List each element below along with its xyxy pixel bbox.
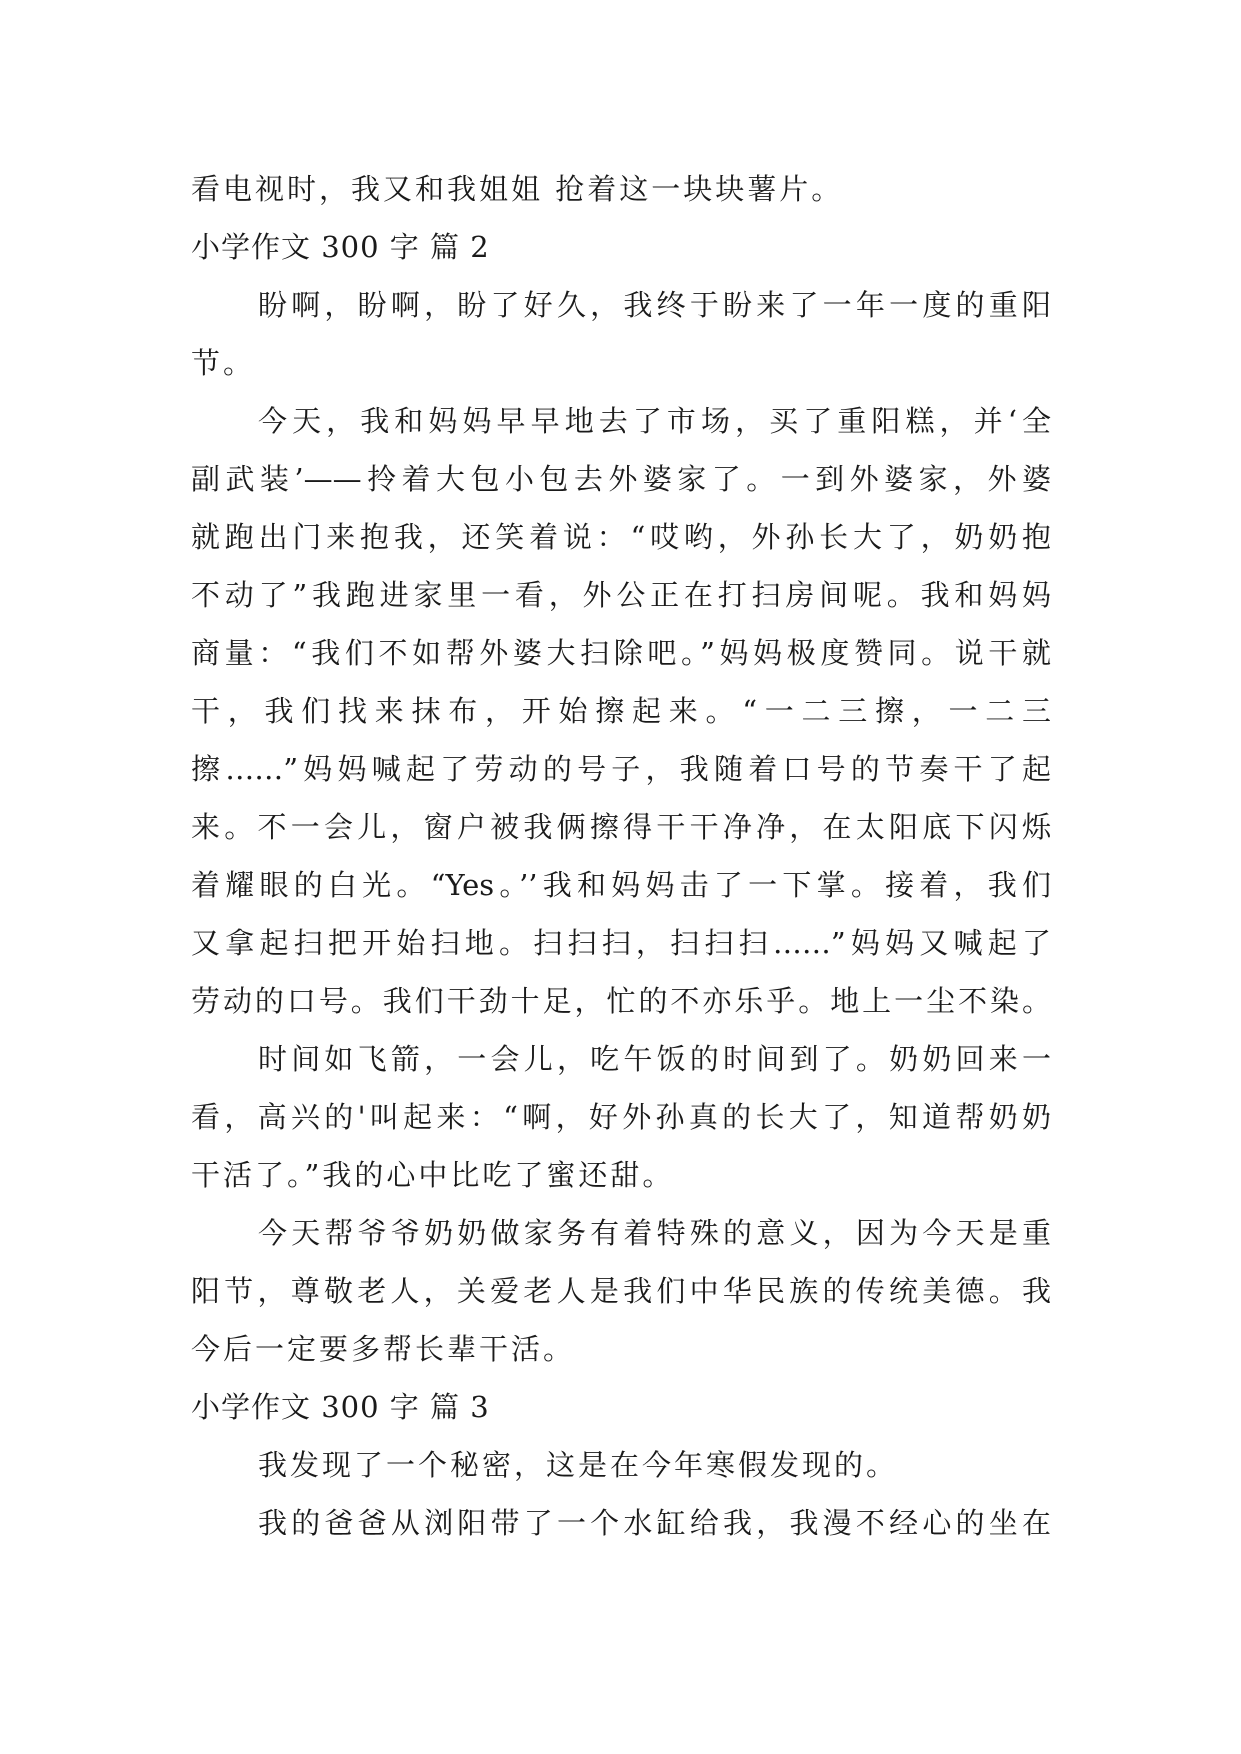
- text-line: 又拿起扫把开始扫地。扫扫扫，扫扫扫……”妈妈又喊起了: [191, 926, 1051, 960]
- text-line: 干，我们找来抹布，开始擦起来。“一二三擦，一二三: [191, 694, 1051, 728]
- text-line: 副武装’——拎着大包小包去外婆家了。一到外婆家，外婆: [191, 462, 1051, 496]
- text-line: 盼啊，盼啊，盼了好久，我终于盼来了一年一度的重阳: [258, 288, 1051, 322]
- text-line: 我发现了一个秘密，这是在今年寒假发现的。: [258, 1448, 899, 1482]
- text-line: 看，高兴的'叫起来：“啊，好外孙真的长大了，知道帮奶奶: [191, 1100, 1051, 1134]
- text-line: 就跑出门来抱我，还笑着说：“哎哟，外孙长大了，奶奶抱: [191, 520, 1051, 554]
- text-line: 节。: [191, 346, 256, 380]
- text-line: 着耀眼的白光。“Yes。’’我和妈妈击了一下掌。接着，我们: [191, 868, 1051, 902]
- text-line: 劳动的口号。我们干劲十足，忙的不亦乐乎。地上一尘不染。: [191, 984, 1051, 1018]
- text-line: 干活了。”我的心中比吃了蜜还甜。: [191, 1158, 675, 1192]
- text-line: 今天帮爷爷奶奶做家务有着特殊的意义，因为今天是重: [258, 1216, 1051, 1250]
- document-page: [191, 160, 1051, 1552]
- text-line: 今天，我和妈妈早早地去了市场，买了重阳糕，并‘全: [258, 404, 1051, 438]
- text-line: 阳节，尊敬老人，关爱老人是我们中华民族的传统美德。我: [191, 1274, 1051, 1308]
- text-line: 时间如飞箭，一会儿，吃午饭的时间到了。奶奶回来一: [258, 1042, 1051, 1076]
- text-line: 看电视时，我又和我姐姐 抢着这一块块薯片。: [191, 172, 844, 206]
- text-line: 我的爸爸从浏阳带了一个水缸给我，我漫不经心的坐在: [258, 1506, 1051, 1540]
- text-line: 擦……”妈妈喊起了劳动的号子，我随着口号的节奏干了起: [191, 752, 1051, 786]
- text-line: 商量：“我们不如帮外婆大扫除吧。”妈妈极度赞同。说干就: [191, 636, 1051, 670]
- text-line: 来。不一会儿，窗户被我俩擦得干干净净，在太阳底下闪烁: [191, 810, 1051, 844]
- section-heading: 小学作文 300 字 篇 3: [191, 1390, 490, 1424]
- text-line: 今后一定要多帮长辈干活。: [191, 1332, 576, 1366]
- section-heading: 小学作文 300 字 篇 2: [191, 230, 490, 264]
- text-line: 不动了”我跑进家里一看，外公正在打扫房间呢。我和妈妈: [191, 578, 1051, 612]
